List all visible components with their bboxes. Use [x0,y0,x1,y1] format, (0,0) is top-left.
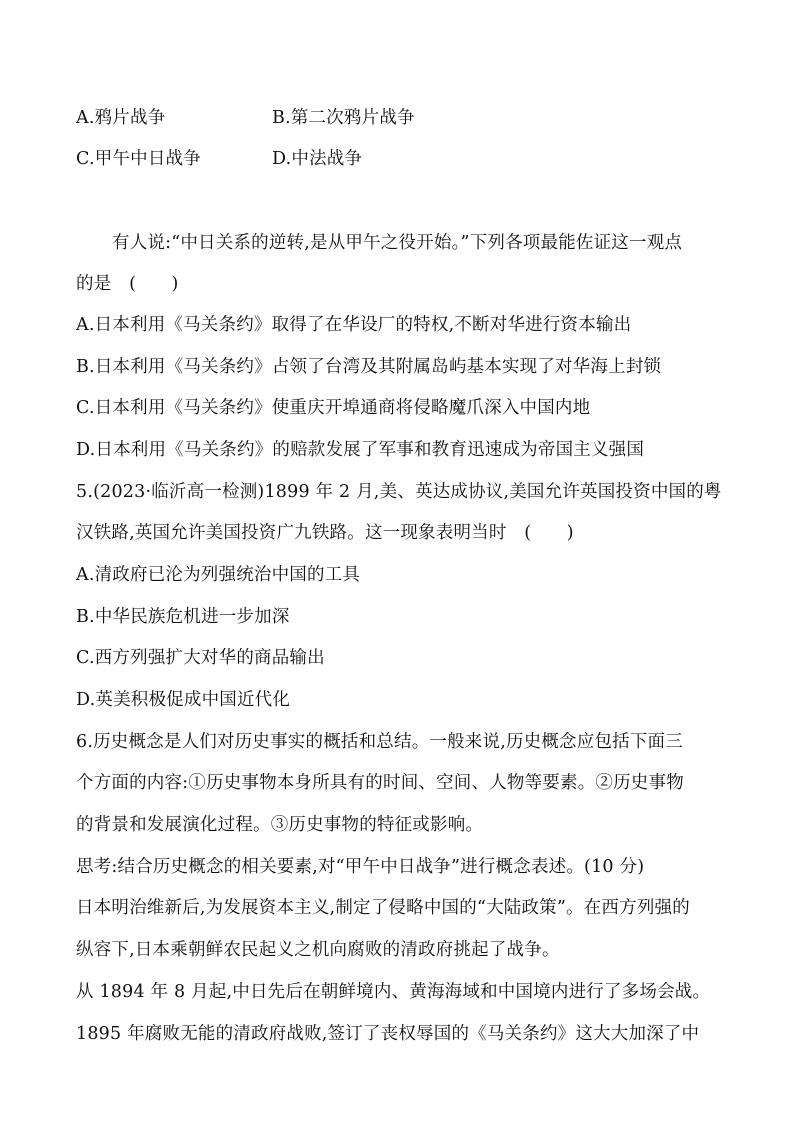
question-5-stem: 汉铁路,英国允许美国投资广九铁路。这一现象表明当时 ( ) [76,523,574,543]
answer-line: 纵容下,日本乘朝鲜农民起义之机向腐败的清政府挑起了战争。 [76,940,560,960]
question-4-option-d: D.日本利用《马关条约》的赔款发展了军事和教育迅速成为帝国主义强国 [76,440,645,460]
question-4-option-c: C.日本利用《马关条约》使重庆开埠通商将侵略魔爪深入中国内地 [76,398,591,418]
question-4-option-b: B.日本利用《马关条约》占领了台湾及其附属岛屿基本实现了对华海上封锁 [76,357,662,377]
question-5-option-b: B.中华民族危机进一步加深 [76,607,290,627]
option-a: A.鸦片战争 [76,108,166,128]
answer-line: 日本明治维新后,为发展资本主义,制定了侵略中国的“大陆政策”。在西方列强的 [76,898,690,918]
answer-line: 从 1894 年 8 月起,中日先后在朝鲜境内、黄海海域和中国境内进行了多场会战。 [76,982,711,1002]
option-row [76,148,736,170]
question-5-option-a: A.清政府已沦为列强统治中国的工具 [76,565,361,585]
question-6-stem: 的背景和发展演化过程。③历史事物的特征或影响。 [76,815,484,835]
question-5-stem: 5.(2023·临沂高一检测)1899 年 2 月,美、英达成协议,美国允许英国投资中国的粤 [76,482,722,502]
option-b: B.第二次鸦片战争 [272,108,415,128]
option-row [76,107,736,129]
question-4-stem: 的是 ( ) [76,274,179,294]
question-4-stem: 有人说:“中日关系的逆转,是从甲午之役开始。”下列各项最能佐证这一观点 [112,233,683,253]
question-5-option-c: C.西方列强扩大对华的商品输出 [76,648,325,668]
option-d: D.中法战争 [272,149,363,169]
question-5-option-d: D.英美积极促成中国近代化 [76,690,291,710]
question-6-stem: 个方面的内容:①历史事物本身所具有的时间、空间、人物等要素。②历史事物 [76,773,684,793]
answer-line: 1895 年腐败无能的清政府战败,签订了丧权辱国的《马关条约》这大大加深了中 [76,1024,700,1044]
option-c: C.甲午中日战争 [76,149,201,169]
question-6-stem: 6.历史概念是人们对历史事实的概括和总结。一般来说,历史概念应包括下面三 [76,732,683,752]
question-6-task: 思考:结合历史概念的相关要素,对“甲午中日战争”进行概念表述。(10 分) [76,857,645,877]
question-4-option-a: A.日本利用《马关条约》取得了在华设厂的特权,不断对华进行资本输出 [76,315,632,335]
